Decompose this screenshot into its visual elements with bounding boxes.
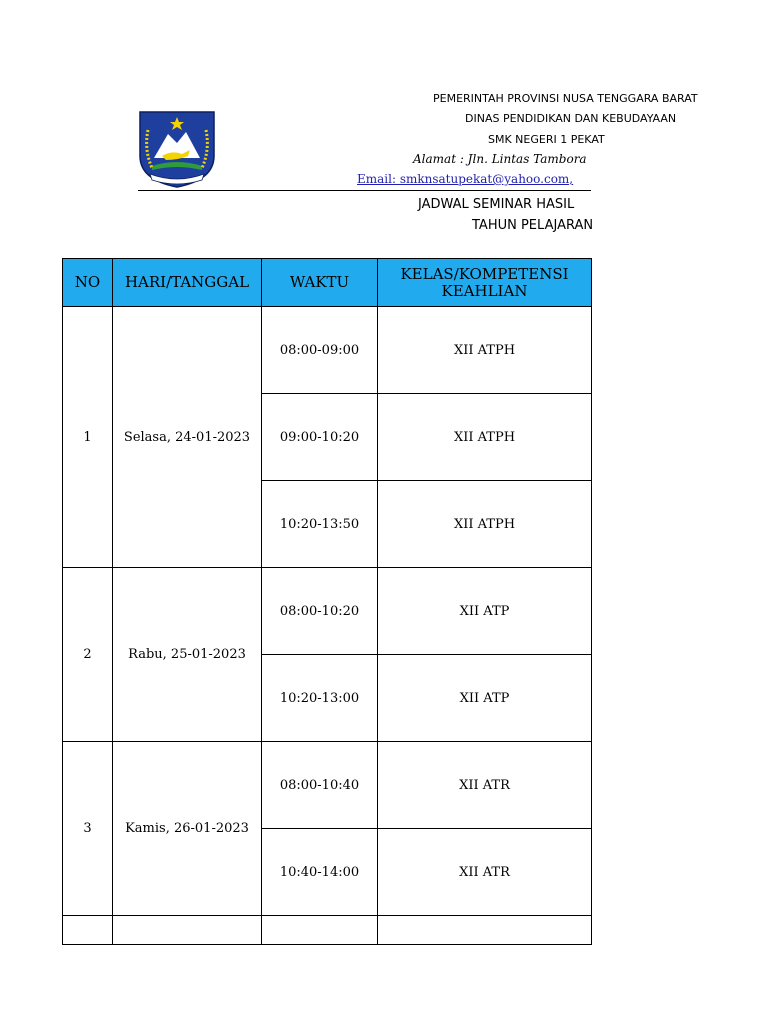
cell-class: XII ATPH [378,481,592,568]
cell-class: XII ATP [378,655,592,742]
cell-day: Kamis, 26-01-2023 [113,742,262,916]
cell-no: 1 [63,307,113,568]
cell-time: 09:00-10:20 [262,394,378,481]
table-header-row [63,259,592,307]
letterhead-government-line: PEMERINTAH PROVINSI NUSA TENGGARA BARAT [433,92,698,105]
schedule-table [62,258,592,945]
cell-time: 08:00-10:40 [262,742,378,829]
cell-time: 08:00-09:00 [262,307,378,394]
document-subtitle: TAHUN PELAJARAN [472,218,594,233]
cell-empty [378,916,592,945]
table-row [63,307,592,394]
letterhead [0,0,698,240]
table-row [63,742,592,829]
column-header-class [378,259,592,307]
letterhead-school-name: SMK NEGERI 1 PEKAT [488,133,605,146]
cell-no: 2 [63,568,113,742]
cell-no: 3 [63,742,113,916]
cell-time: 08:00-10:20 [262,568,378,655]
letterhead-divider [138,190,591,191]
table-row [63,568,592,655]
cell-class: XII ATR [378,742,592,829]
column-header-class-line2: KEAHLIAN [441,281,528,300]
cell-day: Rabu, 25-01-2023 [113,568,262,742]
cell-day: Selasa, 24-01-2023 [113,307,262,568]
page-bottom-margin [0,945,768,1024]
cell-time: 10:40-14:00 [262,829,378,916]
column-header-day: HARI/TANGGAL [113,259,262,307]
cell-time: 10:20-13:00 [262,655,378,742]
table-row-partial [63,916,592,945]
cell-class: XII ATPH [378,394,592,481]
column-header-no: NO [63,259,113,307]
cell-class: XII ATR [378,829,592,916]
cell-class: XII ATPH [378,307,592,394]
letterhead-department-line: DINAS PENDIDIKAN DAN KEBUDAYAAN [465,112,677,125]
cell-time: 10:20-13:50 [262,481,378,568]
cell-empty [63,916,113,945]
cell-class: XII ATP [378,568,592,655]
letterhead-email-link[interactable]: Email: smknsatupekat@yahoo.com, [357,172,574,186]
letterhead-address: Alamat : Jln. Lintas Tambora [413,152,587,166]
column-header-time: WAKTU [262,259,378,307]
column-header-class-line1: KELAS/KOMPETENSI [400,264,569,283]
document-title: JADWAL SEMINAR HASIL [418,197,575,212]
cell-empty [262,916,378,945]
cell-empty [113,916,262,945]
